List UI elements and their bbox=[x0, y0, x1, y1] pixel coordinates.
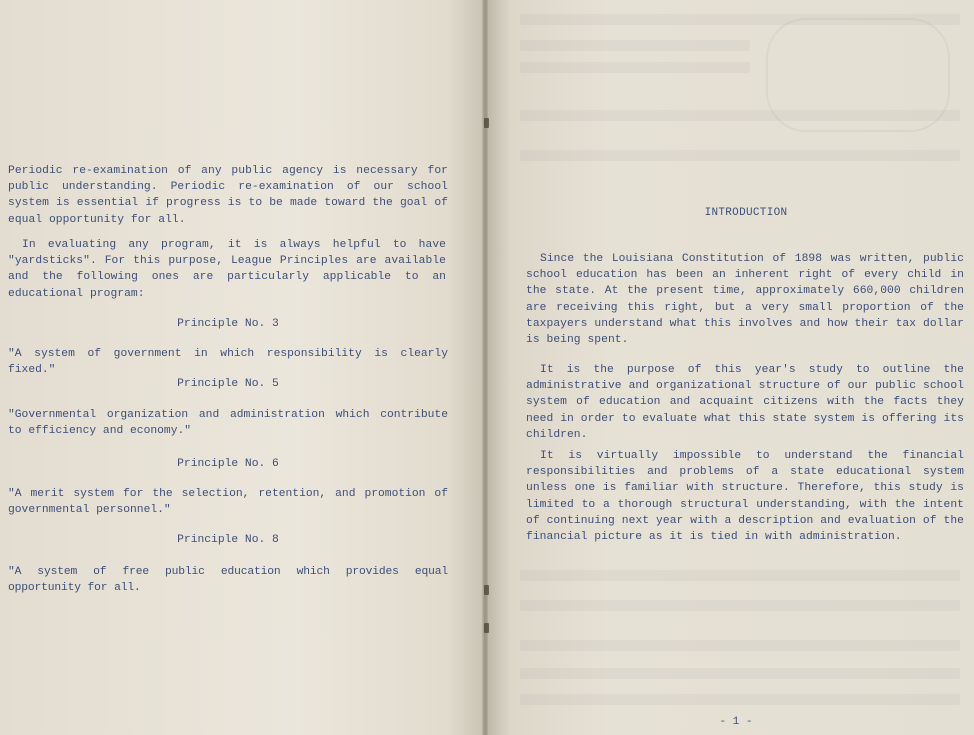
show-through-text bbox=[520, 62, 750, 73]
left-page bbox=[0, 0, 486, 735]
principle-title-8: Principle No. 8 bbox=[177, 534, 279, 546]
intro-paragraph-1: Since the Louisiana Constitution of 1898 was written, public school education has been an inherent right of every child in the state. At the present time, approximately 660,000 children are receiving this right, but a very small proportion of the taxpayers understand what this involves and how their tax dollar is being spent. bbox=[526, 253, 964, 347]
intro-paragraph-2: It is the purpose of this year's study to outline the administrative and organizational structure of our public school system of education and acquaint citizens with the facts they need in order to evaluate what this state system is offering its children. bbox=[526, 364, 964, 441]
introduction-heading: INTRODUCTION bbox=[704, 207, 788, 219]
show-through-text bbox=[520, 40, 750, 51]
principle-text-3: "A system of government in which responsibility is clearly fixed." bbox=[8, 348, 448, 376]
intro-paragraph: Periodic re-examination of any public agency is necessary for public understanding. Periodic re-examination of our school system is essential if progress is to be made toward the goal of equal opportunity for all. bbox=[8, 165, 448, 226]
show-through-text bbox=[520, 570, 960, 581]
show-through-text bbox=[520, 694, 960, 705]
show-through-text bbox=[520, 600, 960, 611]
principle-title-3: Principle No. 3 bbox=[177, 318, 279, 330]
principle-text-6: "A merit system for the selection, retention, and promotion of governmental personnel." bbox=[8, 488, 448, 516]
binding-staple bbox=[484, 623, 489, 633]
principle-title-5: Principle No. 5 bbox=[177, 378, 279, 390]
intro-paragraph-3: It is virtually impossible to understand the financial responsibilities and problems of a state educational system unless one is familiar with structure. Therefore, this study is limited to a thorough structural understanding, with the intent of continuing next year with a description and evaluation of the financial picture as it is tied in with administration. bbox=[526, 450, 964, 544]
yardsticks-paragraph: In evaluating any program, it is always helpful to have "yardsticks". For this purpose, League Principles are available and the following ones are particularly applicable to an educational program: bbox=[8, 239, 446, 300]
show-through-illustration bbox=[766, 18, 950, 132]
principle-title-6: Principle No. 6 bbox=[177, 458, 279, 470]
page-number: - 1 - bbox=[719, 716, 753, 728]
show-through-text bbox=[520, 640, 960, 651]
right-page bbox=[486, 0, 974, 735]
show-through-text bbox=[520, 668, 960, 679]
binding-staple bbox=[484, 118, 489, 128]
binding-staple bbox=[484, 585, 489, 595]
principle-text-8: "A system of free public education which provides equal opportunity for all. bbox=[8, 566, 448, 594]
principle-text-5: "Governmental organization and administration which contribute to efficiency and economy." bbox=[8, 409, 448, 437]
show-through-text bbox=[520, 150, 960, 161]
